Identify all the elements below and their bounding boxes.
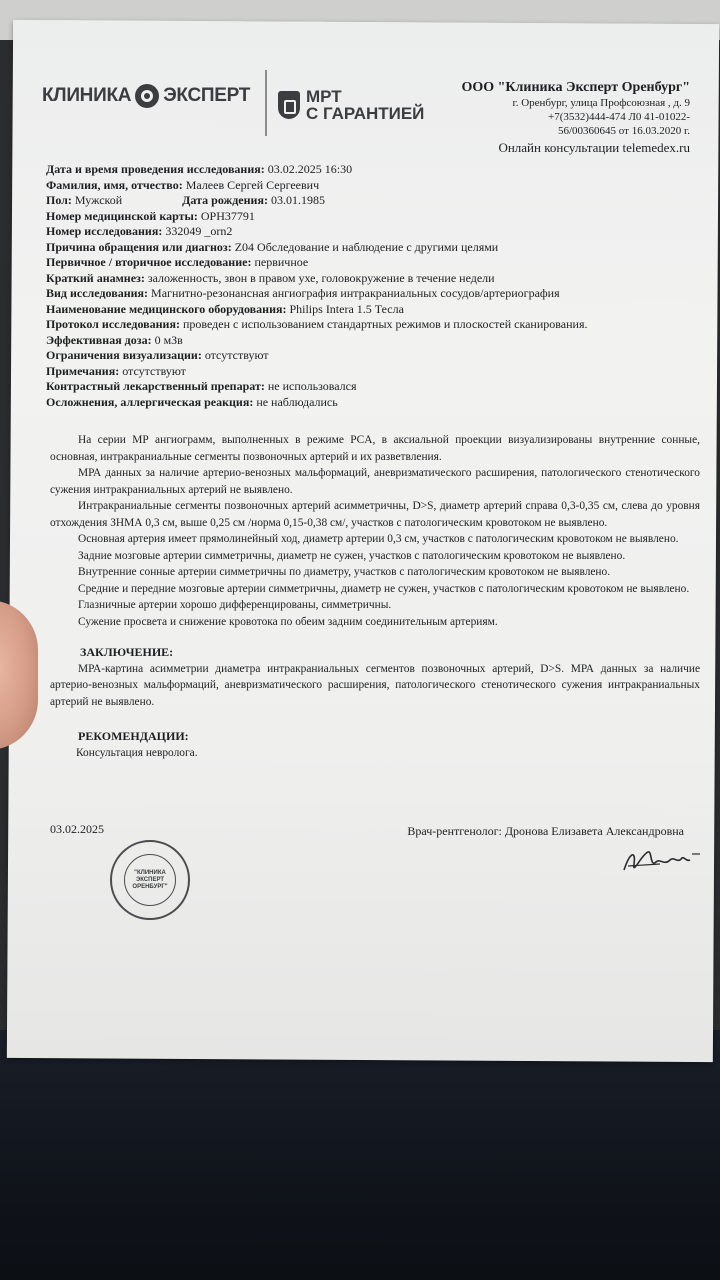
conclusion	[50, 661, 700, 711]
meta-study: Номер исследования: 332049 _orn2	[46, 224, 233, 238]
meta-protocol: Протокол исследования: проведен с использованием стандартных режимов и плоскостей сканирования.	[46, 317, 588, 331]
background-fabric	[0, 1030, 720, 1280]
meta-complications: Осложнения, аллергическая реакция: не наблюдались	[46, 394, 338, 409]
body-paragraph: Сужение просвета и снижение кровотока по обеим задним соединительным артериям.	[78, 615, 498, 628]
org-online: Онлайн консультации telemedex.ru	[498, 140, 690, 155]
recommendations-text: Консультация невролога.	[76, 746, 198, 759]
clinic-logo-part1: КЛИНИКА	[42, 85, 132, 106]
body-paragraph: На серии МР ангиограмм, выполненных в режиме PCA, в аксиальной проекции визуализированы внутренние сонные, основная, интракраниальные сегменты позвоночных артерий и их разветвления.	[50, 434, 700, 463]
meta-name: Фамилия, имя, отчество: Малеев Сергей Сергеевич	[46, 177, 320, 192]
meta-sex-birth: Пол: Мужской Дата рождения: 03.01.1985	[46, 193, 325, 207]
body-paragraph: Задние мозговые артерии симметричны, диаметр не сужен, участков с патологическим кровотоком не выявлено.	[78, 549, 626, 562]
meta-primary: Первичное / вторичное исследование: первичное	[46, 255, 309, 269]
body-paragraph: Внутренние сонные артерии симметричны по диаметру, участков с патологическим кровотоком не выявлено.	[78, 566, 611, 578]
logo-mark-icon	[135, 84, 159, 108]
org-info	[410, 80, 690, 156]
meta-contrast: Контрастный лекарственный препарат: не использовался	[46, 379, 357, 393]
doctor-name: Врач-рентгенолог: Дронова Елизавета Александровна	[407, 824, 684, 838]
clinic-stamp	[110, 840, 190, 920]
logo-line1: МРТ	[306, 87, 342, 106]
org-phone: +7(3532)444-474 Л0 41-01022-	[548, 111, 690, 123]
org-license: 56/00360645 от 16.03.2020 г.	[558, 125, 690, 137]
signature	[620, 842, 700, 882]
org-address: г. Оренбург, улица Профсоюзная , д. 9	[512, 97, 690, 109]
recommendations-title: РЕКОМЕНДАЦИИ:	[78, 729, 189, 743]
meta-card: Номер медицинской карты: ОРН37791	[46, 208, 255, 223]
body-paragraph: Интракраниальные сегменты позвоночных артерий асимметричны, D>S, диаметр артерий справа 0,3-0,35 см, слева до уровня отхождения ЗНМА 0,3 см, выше 0,25 см /норма 0,15-0,38 см/, участков с патологическим кровотоком не выявлено.	[50, 500, 700, 529]
logo-divider	[265, 70, 267, 136]
mrt-guarantee-text	[306, 88, 424, 122]
meta-anamnesis: Краткий анамнез: заложенность, звон в правом ухе, головокружение в течение недели	[46, 270, 495, 285]
meta-equipment: Наименование медицинского оборудования: Philips Intera 1.5 Тесла	[46, 301, 404, 316]
clinic-logo-part2: ЭКСПЕРТ	[163, 85, 251, 106]
conclusion-text: МРА-картина асимметрии диаметра интракраниальных сегментов позвоночных артерий, D>S. МРА данных за наличие артерио-венозных мальформаций, аневризматического расширения, патологического стенотического сужения интракраниальных артерий не выявлено.	[50, 662, 700, 708]
clinic-logo	[42, 84, 250, 108]
meta-type: Вид исследования: Магнитно-резонансная ангиография интракраниальных сосудов/артериография	[46, 286, 560, 300]
meta-dose: Эффективная доза: 0 мЗв	[46, 332, 183, 347]
org-name: ООО "Клиника Эксперт Оренбург"	[461, 80, 690, 95]
shield-lock-icon	[278, 91, 300, 119]
body-paragraph: Основная артерия имеет прямолинейный ход, диаметр артерии 0,3 см, участков с патологическим кровотоком не выявлено.	[78, 533, 679, 545]
body-paragraph: Глазничные артерии хорошо дифференцированы, симметричны.	[78, 599, 392, 611]
body-paragraph: МРА данных за наличие артерио-венозных мальформаций, аневризматического расширения, патологического стенотического сужения интракраниальных артерий не выявлено.	[50, 467, 700, 496]
meta-date: Дата и время проведения исследования: 03.02.2025 16:30	[46, 162, 353, 176]
stamp-text: "КЛИНИКА ЭКСПЕРТ ОРЕНБУРГ"	[124, 854, 176, 906]
meta-reason: Причина обращения или диагноз: Z04 Обследование и наблюдение с другими целями	[46, 239, 499, 254]
mrt-guarantee-logo	[278, 88, 424, 122]
conclusion-title: ЗАКЛЮЧЕНИЕ:	[80, 645, 174, 659]
logo-line2: С ГАРАНТИЕЙ	[306, 104, 425, 123]
meta-limits: Ограничения визуализации: отсутствуют	[46, 348, 269, 362]
footer-date: 03.02.2025	[50, 822, 104, 836]
body-paragraph: Средние и передние мозговые артерии симметричны, диаметр не сужен, участков с патологическим кровотоком не выявлено.	[78, 582, 690, 595]
report-body	[50, 432, 700, 761]
patient-meta	[46, 162, 686, 410]
meta-notes: Примечания: отсутствуют	[46, 363, 186, 378]
